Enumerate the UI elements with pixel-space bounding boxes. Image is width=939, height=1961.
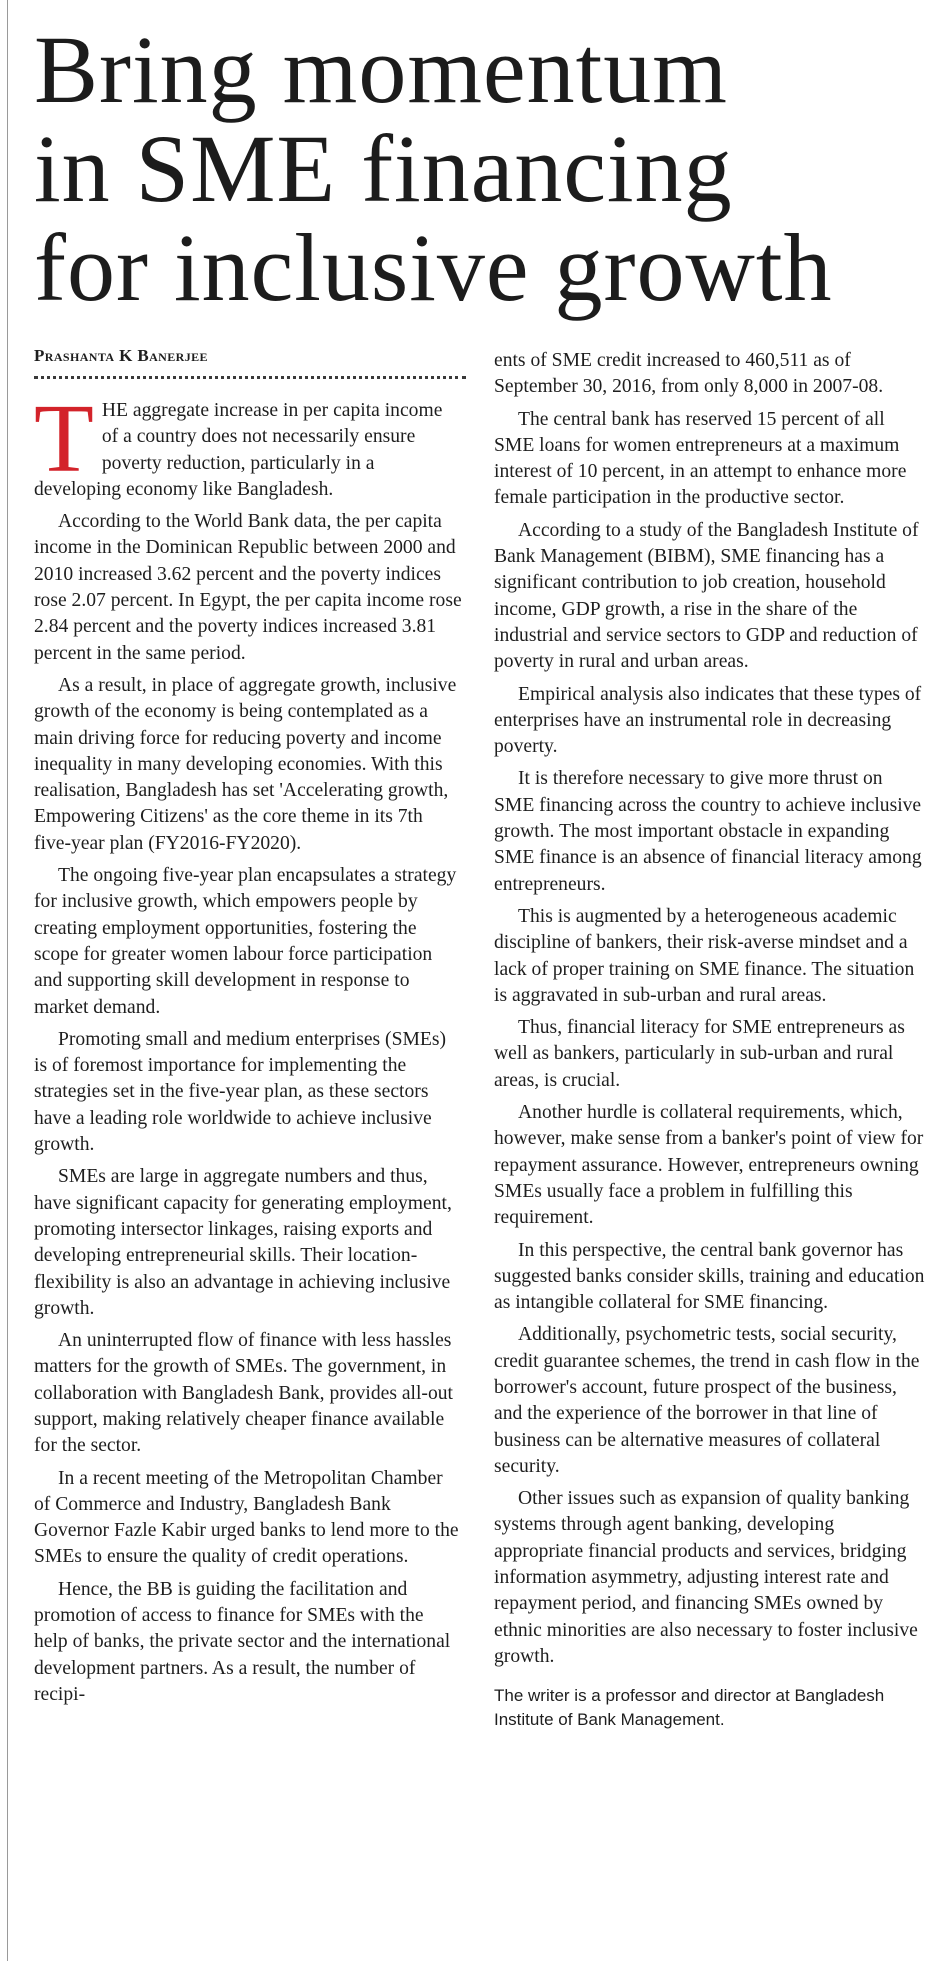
paragraph-9: Hence, the BB is guiding the facilitation and promotion of access to finance for SMEs with the help of banks, the private sector and the international development partners. As a result, the number of recipi- — [34, 1578, 451, 1705]
paragraph-12: According to a study of the Bangladesh Institute of Bank Management (BIBM), SME financing has a significant contribution to job creation, household income, GDP growth, a rise in the share of the industrial and service sectors to GDP and reduction of poverty in rural and urban areas. — [494, 519, 919, 673]
paragraph-17: Another hurdle is collateral requirements, which, however, make sense from a banker's point of view for repayment assurance. However, entrepreneurs owning SMEs usually face a problem in fulfilling this requirement. — [494, 1102, 924, 1229]
paragraph-19: Additionally, psychometric tests, social security, credit guarantee schemes, the trend in cash flow in the borrower's account, future prospect of the business, and the experience of the borrower in that line of business can be alternative measures of collateral security. — [494, 1324, 920, 1477]
paragraph-15: This is augmented by a heterogeneous academic discipline of bankers, their risk-averse mindset and a lack of proper training on SME finance. The situation is aggravated in sub-urban and rural areas. — [494, 905, 915, 1006]
paragraph-13: Empirical analysis also indicates that these types of enterprises have an instrumental role in decreasing poverty. — [494, 683, 922, 758]
paragraph-16: Thus, financial literacy for SME entrepreneurs as well as bankers, particularly in sub-urban and rural areas, is crucial. — [494, 1017, 905, 1091]
paragraph-7: An uninterrupted flow of finance with less hassles matters for the growth of SMEs. The government, in collaboration with Bangladesh Bank, provides all-out support, making relatively cheaper finance available for the sector. — [34, 1330, 453, 1457]
paragraph-4: The ongoing five-year plan encapsulates a strategy for inclusive growth, which empowers people by creating employment opportunities, fostering the scope for greater women labour force participation and supporting skill development in response to market demand. — [34, 865, 457, 1018]
paragraph-1-text: HE aggregate increase in per capita income of a country does not necessarily ensure poverty reduction, particularly in a developing economy like Bangladesh. — [34, 400, 443, 500]
paragraph-2: According to the World Bank data, the per capita income in the Dominican Republic between 2000 and 2010 increased 3.62 percent and the poverty indices rose 2.07 percent. In Egypt, the per capita income rose 2.84 percent and the poverty indices increased 3.81 percent in the same period. — [34, 511, 462, 664]
paragraph-11: The central bank has reserved 15 percent of all SME loans for women entrepreneurs at a maximum interest of 10 percent, in an attempt to enhance more female participation in the productive sector. — [494, 408, 907, 509]
paragraph-8: In a recent meeting of the Metropolitan Chamber of Commerce and Industry, Bangladesh Bank Governor Fazle Kabir urged banks to lend more to the SMEs to ensure the quality of credit operations. — [34, 1467, 459, 1568]
paragraph-1 — [34, 385, 462, 503]
paragraph-10: ents of SME credit increased to 460,511 as of September 30, 2016, from only 8,000 in 2007-08. — [494, 350, 884, 398]
byline — [34, 346, 466, 379]
paragraph-20: Other issues such as expansion of quality banking systems through agent banking, developing appropriate financial products and services, bridging information asymmetry, adjusting interest rate and repayment period, and financing SMEs owned by ethnic minorities are also necessary to foster inclusive growth. — [494, 1488, 918, 1667]
headline-line-3: for inclusive growth — [34, 214, 833, 321]
dotted-divider — [34, 376, 466, 379]
author-note: The writer is a professor and director at Bangladesh Institute of Bank Management. — [494, 1686, 885, 1730]
paragraph-6: SMEs are large in aggregate numbers and thus, have significant capacity for generating employment, promoting intersector linkages, raising exports and developing entrepreneurial skills. Their location-flexibility is also an advantage in achieving inclusive growth. — [34, 1166, 452, 1319]
paragraph-18: In this perspective, the central bank governor has suggested banks consider skills, training and education as intangible collateral for SME financing. — [494, 1239, 925, 1314]
author-name: Prashanta K Banerjee — [34, 346, 208, 365]
headline — [34, 16, 934, 321]
paragraph-5: Promoting small and medium enterprises (SMEs) is of foremost importance for implementing the strategies set in the five-year plan, as these sectors have a leading role worldwide to achieve inclusive growth. — [34, 1028, 447, 1156]
column-rule-left — [7, 0, 8, 1961]
headline-line-1: Bring momentum — [34, 16, 728, 123]
article-column-1 — [34, 385, 462, 1714]
headline-line-2: in SME financing — [34, 115, 733, 222]
article-column-2 — [494, 348, 926, 1732]
paragraph-3: As a result, in place of aggregate growth, inclusive growth of the economy is being contemplated as a main driving force for reducing poverty and income inequality in many developing economies. With this realisation, Bangladesh has set 'Accelerating growth, Empowering Citizens' as the core theme in its 7th five-year plan (FY2016-FY2020). — [34, 674, 457, 854]
paragraph-14: It is therefore necessary to give more thrust on SME financing across the country to achieve inclusive growth. The most important obstacle in expanding SME finance is an absence of financial literacy among entrepreneurs. — [494, 768, 922, 895]
drop-cap: T — [34, 385, 94, 493]
